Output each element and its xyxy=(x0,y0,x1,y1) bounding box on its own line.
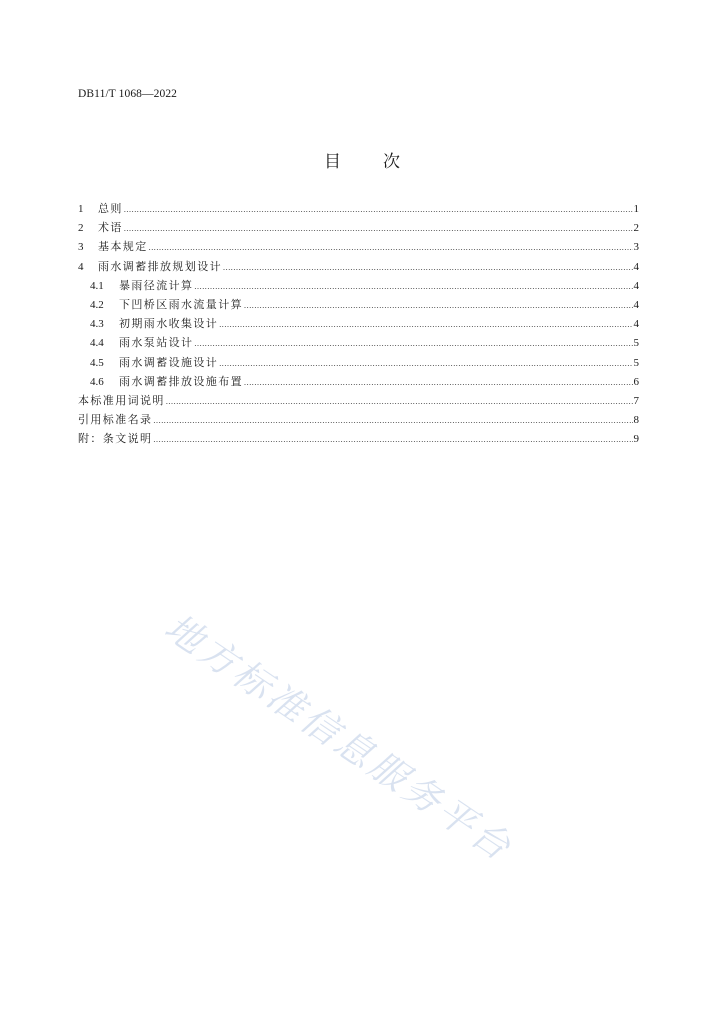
toc-leader-dots xyxy=(244,296,633,315)
toc-page-number: 5 xyxy=(633,356,639,369)
toc-entry-appendix[interactable] xyxy=(78,430,639,449)
watermark: 地方标准信息服务平台 xyxy=(156,605,521,871)
toc-entry-4-4[interactable] xyxy=(78,334,639,353)
toc-label: 初期雨水收集设计 xyxy=(119,318,219,331)
toc-label: 雨水调蓄设施设计 xyxy=(119,356,219,369)
toc-number: 4.3 xyxy=(90,318,104,331)
toc-leader-dots xyxy=(194,334,632,353)
toc-page-number: 8 xyxy=(633,414,639,427)
toc-page-number: 2 xyxy=(633,222,639,235)
toc-leader-dots xyxy=(166,392,633,411)
toc-leader-dots xyxy=(244,373,633,392)
toc-leader-dots xyxy=(153,411,632,430)
toc-label: 总则 xyxy=(98,203,123,215)
toc-number: 4 xyxy=(78,260,84,273)
toc-number: 4.1 xyxy=(90,279,104,292)
title-char-2: 次 xyxy=(383,152,400,171)
toc-label: 基本规定 xyxy=(98,241,148,254)
toc-leader-dots xyxy=(194,277,632,296)
toc-leader-dots xyxy=(124,200,633,219)
toc-entry-3[interactable] xyxy=(78,238,639,257)
page-title xyxy=(0,147,724,172)
toc-number: 3 xyxy=(78,241,84,254)
toc-number: 4.6 xyxy=(90,375,104,388)
title-char-1: 目 xyxy=(324,152,341,171)
toc-entry-2[interactable] xyxy=(78,219,639,238)
toc-page-number: 5 xyxy=(633,337,639,350)
toc-number: 4.5 xyxy=(90,356,104,369)
toc-leader-dots xyxy=(124,219,633,238)
toc-number: 4.4 xyxy=(90,337,104,350)
toc-label: 雨水泵站设计 xyxy=(119,337,194,350)
toc-entry-1[interactable] xyxy=(78,200,639,219)
toc-entry-4[interactable] xyxy=(78,258,639,277)
toc-entry-referenced-standards[interactable] xyxy=(78,411,639,430)
toc-leader-dots xyxy=(219,354,632,373)
toc-leader-dots xyxy=(149,238,633,257)
toc-label: 雨水调蓄排放设施布置 xyxy=(119,375,243,388)
toc-page-number: 4 xyxy=(633,318,639,331)
toc-page-number: 1 xyxy=(633,203,639,215)
toc-label: 术语 xyxy=(98,222,123,235)
toc-number: 1 xyxy=(78,203,84,215)
toc-page-number: 7 xyxy=(633,394,639,407)
toc-label: 下凹桥区雨水流量计算 xyxy=(119,298,243,311)
toc-label: 附：条文说明 xyxy=(78,433,153,446)
toc-page-number: 3 xyxy=(633,241,639,254)
toc-page-number: 4 xyxy=(633,279,639,292)
toc-number: 2 xyxy=(78,222,84,235)
toc-page-number: 9 xyxy=(633,433,639,446)
toc-number: 4.2 xyxy=(90,298,104,311)
toc-entry-4-3[interactable] xyxy=(78,315,639,334)
toc-label: 引用标准名录 xyxy=(78,414,153,427)
toc-page-number: 4 xyxy=(633,260,639,273)
toc-leader-dots xyxy=(223,258,633,277)
toc-leader-dots xyxy=(153,430,632,449)
toc-label: 雨水调蓄排放规划设计 xyxy=(98,260,222,273)
standard-code: DB11/T 1068—2022 xyxy=(78,88,178,100)
toc-entry-4-5[interactable] xyxy=(78,354,639,373)
toc-entry-4-2[interactable] xyxy=(78,296,639,315)
toc-label: 暴雨径流计算 xyxy=(119,279,194,292)
toc-page-number: 6 xyxy=(633,375,639,388)
toc-page-number: 4 xyxy=(633,298,639,311)
table-of-contents xyxy=(78,200,639,449)
toc-entry-terms-explanation[interactable] xyxy=(78,392,639,411)
toc-leader-dots xyxy=(219,315,632,334)
toc-entry-4-6[interactable] xyxy=(78,373,639,392)
toc-label: 本标准用词说明 xyxy=(78,394,165,407)
toc-entry-4-1[interactable] xyxy=(78,277,639,296)
